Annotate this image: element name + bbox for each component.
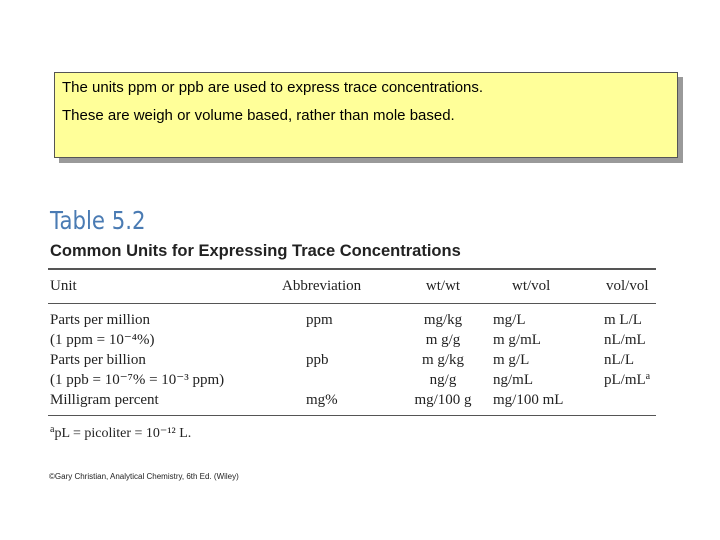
row-3-wt-wt: m g/kg xyxy=(421,352,465,368)
row-4-wt-wt: ng/g xyxy=(429,372,457,388)
row-3-vol-vol: nL/L xyxy=(604,352,634,368)
row-3-abbr: ppb xyxy=(306,352,329,368)
table-top-rule xyxy=(48,268,656,270)
table-footnote xyxy=(50,425,191,442)
header-rule xyxy=(48,303,656,304)
table-title: Table 5.2 xyxy=(50,206,146,235)
row-5-unit: Milligram percent xyxy=(50,392,159,408)
row-1-wt-wt: mg/kg xyxy=(423,312,463,328)
row-3-wt-vol: m g/L xyxy=(493,352,530,368)
row-4-vol-vol-value: pL/mL xyxy=(604,372,646,388)
row-1-vol-vol: m L/L xyxy=(604,312,642,328)
row-5-wt-vol: mg/100 mL xyxy=(493,392,564,408)
row-1-unit: Parts per million xyxy=(50,312,150,328)
row-3-unit: Parts per billion xyxy=(50,352,146,368)
row-2-wt-wt: m g/g xyxy=(425,332,461,348)
footnote-mark: a xyxy=(50,424,55,435)
header-wt-vol: wt/vol xyxy=(512,278,551,294)
row-4-footnote-mark: a xyxy=(645,371,651,382)
row-2-unit: (1 ppm = 10⁻⁴%) xyxy=(50,332,155,348)
row-2-wt-vol: m g/mL xyxy=(493,332,541,348)
row-1-abbr: ppm xyxy=(306,312,333,328)
source-credit: ©Gary Christian, Analytical Chemistry, 6th Ed. (Wiley) xyxy=(49,472,239,481)
table-subtitle: Common Units for Expressing Trace Concentrations xyxy=(50,242,461,260)
row-5-abbr: mg% xyxy=(306,392,338,408)
note-line-1: The units ppm or ppb are used to express trace concentrations. xyxy=(62,79,484,96)
row-4-wt-vol: ng/mL xyxy=(493,372,533,388)
header-wt-wt: wt/wt xyxy=(425,278,461,294)
footnote-text: pL = picoliter = 10⁻¹² L. xyxy=(54,426,192,441)
header-abbreviation: Abbreviation xyxy=(282,278,362,294)
header-vol-vol: vol/vol xyxy=(606,278,649,294)
row-4-unit: (1 ppb = 10⁻⁷% = 10⁻³ ppm) xyxy=(50,372,225,388)
note-line-2: These are weigh or volume based, rather than mole based. xyxy=(62,107,455,124)
header-unit: Unit xyxy=(50,278,77,294)
row-4-vol-vol xyxy=(604,371,650,389)
row-5-wt-wt: mg/100 g xyxy=(414,392,472,408)
table-bottom-rule xyxy=(48,415,656,416)
note-box xyxy=(54,72,678,158)
row-2-vol-vol: nL/mL xyxy=(604,332,646,348)
row-1-wt-vol: mg/L xyxy=(493,312,526,328)
